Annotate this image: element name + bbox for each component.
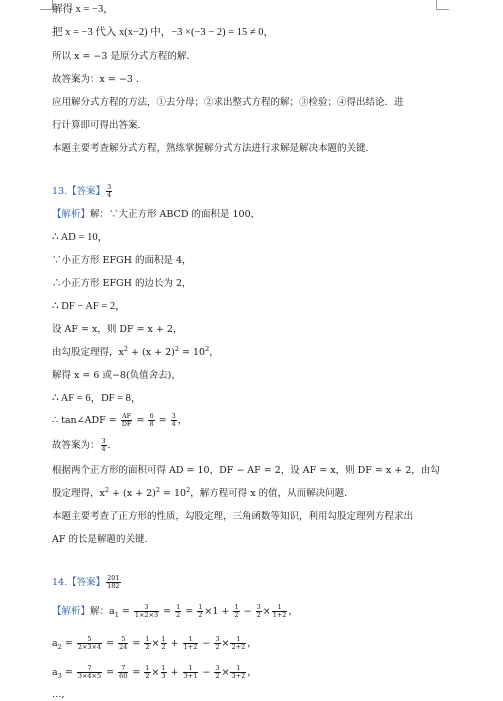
answer-fraction: $\frac{3}{4}$ — [107, 183, 112, 199]
text-line: ∴ tan∠ADF = $\frac{AF}{DF}$ = $\frac{6}{8}$ = $\frac{3}{4}$ ， — [52, 412, 188, 428]
text-line: 应用解分式方程的方法，①去分母；②求出整式方程的解；③检验；④得出结论．进 — [52, 97, 404, 108]
text-line: 【解析】解：$a_1$ = $\frac{3}{1\times 2\times 3}$ = $\frac{1}{2}$ = $\frac{1}{2}$ ×1 + $\frac{1}{2}$ − $\frac{3}{2}$ × $\frac{1}{1+2}$ ， — [52, 603, 298, 619]
text-line: ∴小正方形 EFGH 的边长为 2， — [52, 278, 192, 289]
text-line: $a_2$ = $\frac{5}{2\times 3\times 4}$ = $\frac{5}{24}$ = $\frac{1}{2}$ × $\frac{1}{2}$ + $\frac{1}{1+2}$ − $\frac{3}{2}$ × $\frac{1}{2+2}$ ， — [52, 635, 257, 651]
text-line: 故答案为： $\frac{3}{4}$ . — [52, 437, 111, 453]
text-line: 股定理得，$x^2 + (x + 2)^2 = 10^2$，解方程可得 x 的值，从而解决问题. — [52, 485, 348, 499]
answer-tag: 【答案】 — [67, 186, 106, 197]
ellipsis: …, — [52, 689, 65, 700]
text-line: 本题主要考查了正方形的性质，勾股定理，三角函数等知识，利用勾股定理列方程求出 — [52, 511, 414, 522]
text-line: 解得 x = −3， — [52, 4, 114, 15]
analysis-tag: 【解析】 — [52, 209, 91, 220]
question-number: 14. — [52, 577, 68, 588]
answer-tag: 【答案】 — [67, 577, 106, 588]
q14-answer-line — [52, 575, 122, 590]
text-line: ∴ DF − AF = 2， — [52, 301, 126, 312]
text-line: 【解析】解：∵大正方形 ABCD 的面积是 100， — [52, 209, 261, 220]
crop-mark-top-right — [436, 0, 449, 10]
text-line: 根据两个正方形的面积可得 AD = 10，DF − AF = 2，设 AF = x，则 DF = x + 2，由勾 — [52, 465, 440, 476]
text-line: AF 的长是解题的关键. — [52, 534, 148, 545]
q13-answer-line — [52, 184, 113, 199]
text-line: 由勾股定理得，$x^2 + (x + 2)^2 = 10^2$， — [52, 344, 219, 358]
text-line: 解得 x = 6 或−8(负值舍去)， — [52, 370, 181, 381]
text-line: 行计算即可得出答案. — [52, 120, 141, 131]
text-line: 设 AF = x，则 DF = x + 2， — [52, 324, 183, 335]
text-line: ∵小正方形 EFGH 的面积是 4， — [52, 255, 192, 266]
question-number: 13. — [52, 186, 68, 197]
text-line: ∴ AF = 6，DF = 8， — [52, 393, 142, 404]
text-line: 所以 x = −3 是原分式方程的解. — [52, 51, 190, 62]
text-line: 故答案为：x = −3 . — [52, 74, 139, 85]
text-line: 本题主要考查解分式方程，熟练掌握解分式方法进行求解是解决本题的关键. — [52, 143, 369, 154]
text-line: $a_3$ = $\frac{7}{3\times 4\times 5}$ = $\frac{7}{60}$ = $\frac{1}{2}$ × $\frac{1}{3}$ + $\frac{1}{3+1}$ − $\frac{3}{2}$ × $\frac{1}{3+2}$ ， — [52, 664, 257, 680]
answer-fraction: $\frac{201}{182}$ — [107, 574, 120, 590]
analysis-tag: 【解析】 — [52, 606, 91, 617]
text-line: 把 x = −3 代入 x(x−2) 中，−3 ×(−3 − 2) = 15 ≠ 0， — [52, 27, 274, 38]
text-line: ∴ AD = 10， — [52, 232, 109, 243]
